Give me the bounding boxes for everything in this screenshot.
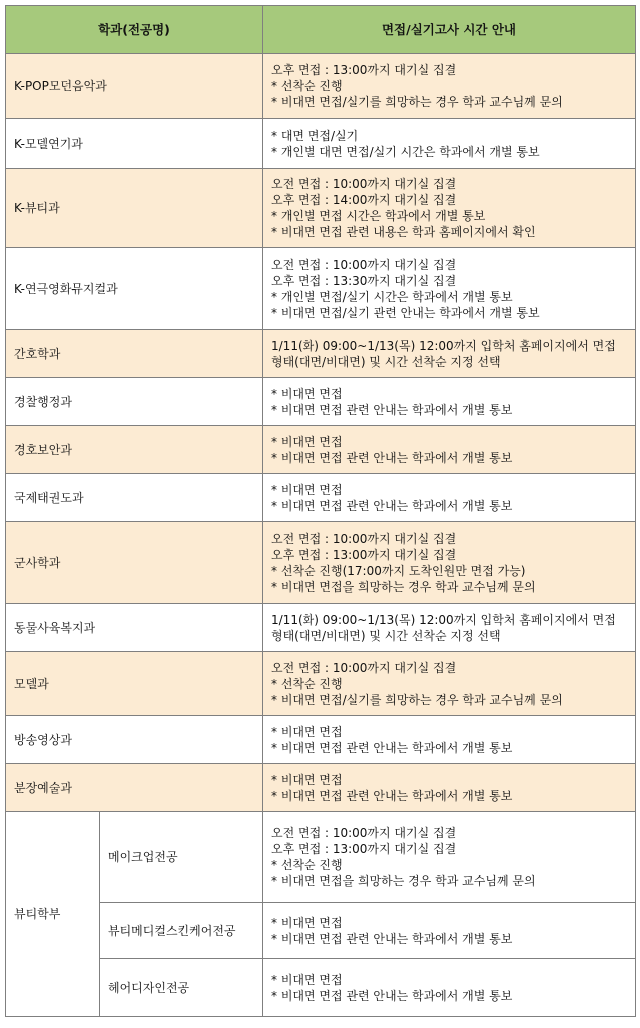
dept-info: 오전 면접 : 10:00까지 대기실 집결 오후 면접 : 14:00까지 대기실 집결 * 개인별 면접 시간은 학과에서 개별 통보 * 비대면 면접 관련 내용은 학과 홈페이지에서 확인 <box>263 169 636 248</box>
table-row <box>6 716 636 764</box>
table-row <box>6 903 636 959</box>
table-row <box>6 764 636 812</box>
table-row <box>6 119 636 169</box>
table-row <box>6 959 636 1017</box>
table-row <box>6 474 636 522</box>
dept-info: * 비대면 면접 * 비대면 면접 관련 안내는 학과에서 개별 통보 <box>263 716 636 764</box>
table-row <box>6 812 636 903</box>
dept-info: * 비대면 면접 * 비대면 면접 관련 안내는 학과에서 개별 통보 <box>263 764 636 812</box>
group-name: 뷰티학부 <box>6 812 100 1017</box>
dept-info: * 비대면 면접 * 비대면 면접 관련 안내는 학과에서 개별 통보 <box>263 474 636 522</box>
header-dept: 학과(전공명) <box>6 6 263 54</box>
table-row <box>6 248 636 330</box>
dept-info: 1/11(화) 09:00~1/13(목) 12:00까지 입학처 홈페이지에서 면접 형태(대면/비대면) 및 시간 선착순 지정 선택 <box>263 604 636 652</box>
table-header-row <box>6 6 636 54</box>
schedule-table <box>5 5 636 1017</box>
dept-info: 오전 면접 : 10:00까지 대기실 집결 * 선착순 진행 * 비대면 면접/실기를 희망하는 경우 학과 교수님께 문의 <box>263 652 636 716</box>
sub-dept-name: 메이크업전공 <box>100 812 263 903</box>
table-row <box>6 652 636 716</box>
dept-name: K-모델연기과 <box>6 119 263 169</box>
dept-name: 군사학과 <box>6 522 263 604</box>
table-row <box>6 522 636 604</box>
dept-name: 간호학과 <box>6 330 263 378</box>
sub-dept-info: 오전 면접 : 10:00까지 대기실 집결 오후 면접 : 13:00까지 대기실 집결 * 선착순 진행 * 비대면 면접을 희망하는 경우 학과 교수님께 문의 <box>263 812 636 903</box>
table-row <box>6 426 636 474</box>
dept-name: 방송영상과 <box>6 716 263 764</box>
sub-dept-name: 헤어디자인전공 <box>100 959 263 1017</box>
dept-info: * 비대면 면접 * 비대면 면접 관련 안내는 학과에서 개별 통보 <box>263 426 636 474</box>
table-row <box>6 54 636 119</box>
table-row <box>6 330 636 378</box>
sub-dept-info: * 비대면 면접 * 비대면 면접 관련 안내는 학과에서 개별 통보 <box>263 959 636 1017</box>
dept-info: * 대면 면접/실기 * 개인별 대면 면접/실기 시간은 학과에서 개별 통보 <box>263 119 636 169</box>
dept-name: 국제태권도과 <box>6 474 263 522</box>
dept-name: 경호보안과 <box>6 426 263 474</box>
dept-name: 모델과 <box>6 652 263 716</box>
table-row <box>6 169 636 248</box>
table-row <box>6 604 636 652</box>
dept-name: K-POP모던음악과 <box>6 54 263 119</box>
dept-info: 오후 면접 : 13:00까지 대기실 집결 * 선착순 진행 * 비대면 면접/실기를 희망하는 경우 학과 교수님께 문의 <box>263 54 636 119</box>
dept-name: K-뷰티과 <box>6 169 263 248</box>
dept-name: 경찰행정과 <box>6 378 263 426</box>
sub-dept-info: * 비대면 면접 * 비대면 면접 관련 안내는 학과에서 개별 통보 <box>263 903 636 959</box>
schedule-table-wrap <box>5 5 635 1017</box>
dept-name: 동물사육복지과 <box>6 604 263 652</box>
dept-info: 오전 면접 : 10:00까지 대기실 집결 오후 면접 : 13:00까지 대기실 집결 * 선착순 진행(17:00까지 도착인원만 면접 가능) * 비대면 면접을 희망하는 경우 학과 교수님께 문의 <box>263 522 636 604</box>
dept-name: K-연극영화뮤지컬과 <box>6 248 263 330</box>
dept-info: 1/11(화) 09:00~1/13(목) 12:00까지 입학처 홈페이지에서 면접 형태(대면/비대면) 및 시간 선착순 지정 선택 <box>263 330 636 378</box>
sub-dept-name: 뷰티메디컬스킨케어전공 <box>100 903 263 959</box>
table-row <box>6 378 636 426</box>
dept-name: 분장예술과 <box>6 764 263 812</box>
dept-info: * 비대면 면접 * 비대면 면접 관련 안내는 학과에서 개별 통보 <box>263 378 636 426</box>
dept-info: 오전 면접 : 10:00까지 대기실 집결 오후 면접 : 13:30까지 대기실 집결 * 개인별 면접/실기 시간은 학과에서 개별 통보 * 비대면 면접/실기 관련 안내는 학과에서 개별 통보 <box>263 248 636 330</box>
header-info: 면접/실기고사 시간 안내 <box>263 6 636 54</box>
